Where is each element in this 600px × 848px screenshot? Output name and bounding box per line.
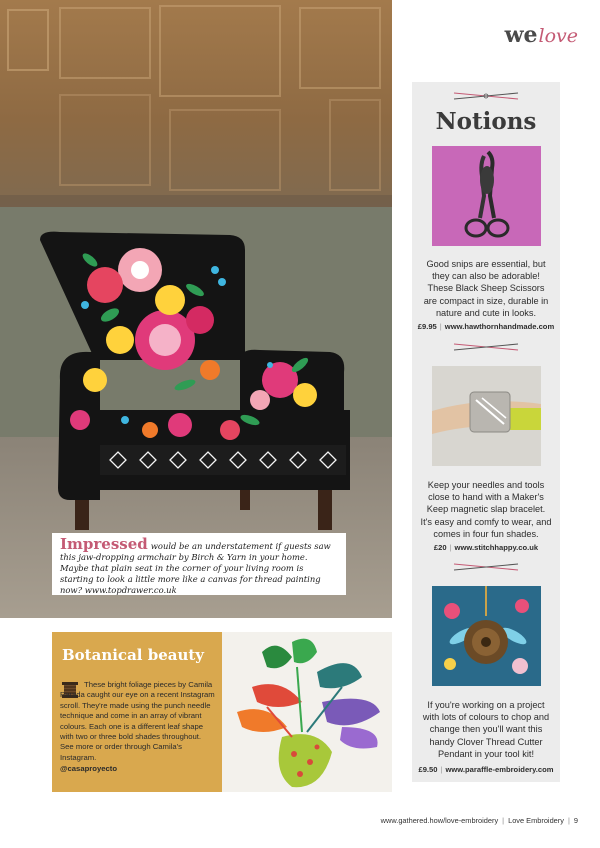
crossed-needles-divider-icon: [452, 342, 520, 352]
pendant-icon: [432, 586, 541, 686]
page-footer: www.gathered.how/love-embroidery | Love Embroidery | 9: [380, 816, 578, 825]
scissors-icon: [432, 146, 541, 246]
notion-item-3-price-line: £9.50 | www.paraffle-embroidery.com: [418, 765, 554, 774]
notion-item-1-price: £9.95: [417, 322, 437, 331]
notion-item-1-site[interactable]: www.hawthornhandmade.com: [444, 322, 555, 331]
foliage-illustration: [222, 632, 392, 792]
notion-item-1-price-line: £9.95 | www.hawthornhandmade.com: [417, 322, 555, 331]
notion-item-2-description: Keep your needles and tools close to hand with a Maker's Keep magnetic slap bracelet. It's easy and comfy to wear, and comes in four fun shades.: [420, 480, 552, 539]
crossed-needles-icon: [452, 90, 520, 102]
botanical-title: Botanical beauty: [62, 646, 205, 664]
logo-love: love: [538, 25, 578, 47]
pendant-photo: [432, 586, 541, 686]
foliage-photo: [222, 632, 392, 792]
notion-item-3-site[interactable]: www.paraffle-embroidery.com: [445, 765, 554, 774]
botanical-beauty-box: [52, 632, 222, 792]
armchair-illustration: [0, 0, 392, 618]
bracelet-icon: [432, 366, 541, 466]
notion-item-2-price-line: £20 | www.stitchhappy.co.uk: [433, 543, 539, 552]
hero-caption: [52, 533, 346, 595]
notion-item-2-price: £20: [433, 543, 447, 552]
botanical-text: [60, 680, 216, 775]
footer-page-number: 9: [573, 816, 578, 825]
caption-heading: Impressed: [60, 535, 148, 553]
logo-we: we: [504, 22, 538, 48]
footer-url[interactable]: www.gathered.how/love-embroidery: [380, 816, 499, 825]
footer-magazine: Love Embroidery: [508, 816, 564, 825]
crossed-needles-divider-icon: [452, 562, 520, 572]
bracelet-photo: [432, 366, 541, 466]
scissors-photo: [432, 146, 541, 246]
hero-armchair-photo: [0, 0, 392, 618]
we-love-logo: [505, 22, 578, 52]
notion-item-3-description: If you're working on a project with lots of colours to chop and change then you'll want this handy Clover Thread Cutter Pendant in your tool kit!: [422, 700, 550, 759]
notions-sidebar: [412, 82, 560, 782]
botanical-body: These bright foliage pieces by Camila Parada caught our eye on a recent Instagram scroll. They're made using the punch needle technique and come in an array of vibrant colours. Each one is a different leaf shape with two or three bold shades throughout. See more or order through Camila's Instagram.: [60, 680, 215, 762]
caption-body: would be an understatement if guests saw this jaw-dropping armchair by Birch & Yarn in your home. Maybe that plain seat in the corner of your living room is starting to look a little more like a canvas for thread painting now? www.topdrawer.co.uk: [60, 541, 331, 595]
notion-item-1-description: Good snips are essential, but they can also be adorable! These Black Sheep Scissors are compact in size, durable in nature and cute in looks.: [423, 259, 549, 318]
botanical-handle[interactable]: @casaproyecto: [60, 764, 118, 774]
notion-item-2-site[interactable]: www.stitchhappy.co.uk: [454, 543, 539, 552]
notion-item-3-price: £9.50: [418, 765, 438, 774]
notions-title: Notions: [435, 108, 537, 135]
